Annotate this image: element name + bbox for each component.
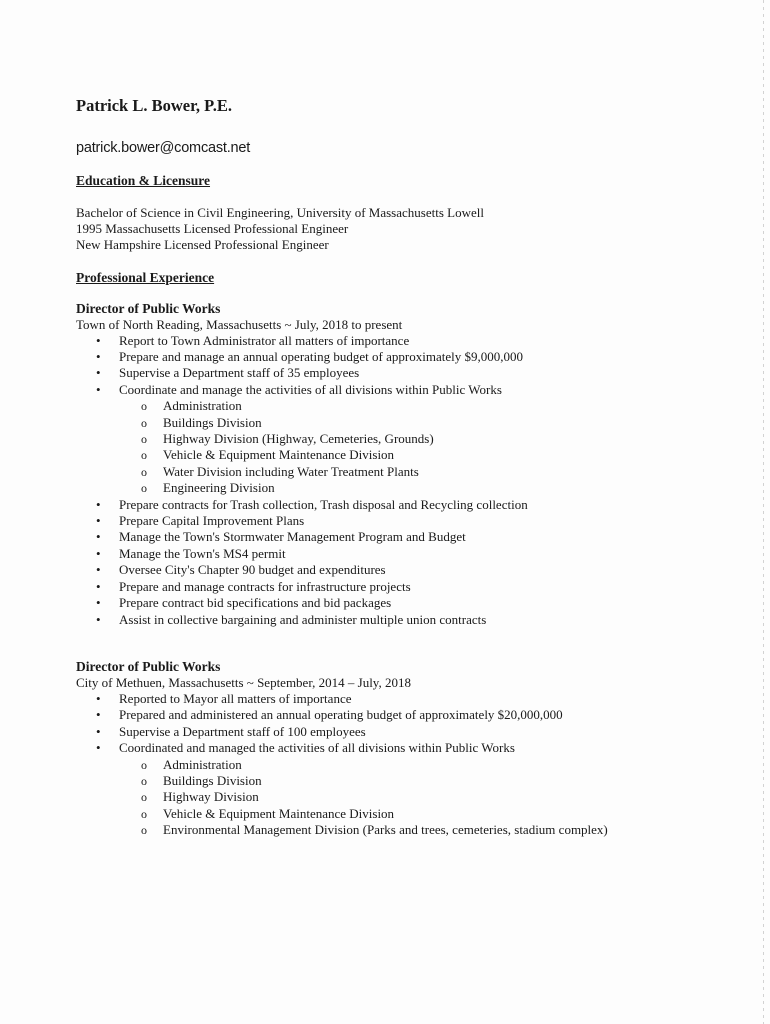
- job-employer: City of Methuen, Massachusetts ~ September, 2014 – July, 2018: [76, 674, 411, 690]
- duty-item: • Reported to Mayor all matters of importance: [76, 691, 736, 707]
- duty-item: • Report to Town Administrator all matters of importance: [76, 333, 736, 349]
- duty-item: • Prepared and administered an annual operating budget of approximately $20,000,000: [76, 707, 736, 723]
- duty-item: • Supervise a Department staff of 35 employees: [76, 365, 736, 381]
- duty-item: • Supervise a Department staff of 100 employees: [76, 724, 736, 740]
- education-list: [76, 205, 736, 254]
- duty-item: • Prepare contract bid specifications and bid packages: [76, 595, 736, 611]
- education-line: Bachelor of Science in Civil Engineering, University of Massachusetts Lowell: [76, 205, 484, 220]
- duty-item: • Manage the Town's MS4 permit: [76, 546, 736, 562]
- division-item: o Vehicle & Equipment Maintenance Division: [76, 806, 736, 822]
- division-item: o Administration: [76, 757, 736, 773]
- duty-item: • Prepare and manage contracts for infrastructure projects: [76, 579, 736, 595]
- division-item: o Highway Division: [76, 789, 736, 805]
- duty-item: • Oversee City's Chapter 90 budget and expenditures: [76, 562, 736, 578]
- division-item: o Administration: [76, 398, 736, 414]
- duty-item: • Manage the Town's Stormwater Management Program and Budget: [76, 529, 736, 545]
- division-item: o Buildings Division: [76, 415, 736, 431]
- experience-heading: Professional Experience: [76, 269, 215, 285]
- duty-item: • Coordinate and manage the activities of all divisions within Public Works: [76, 382, 736, 398]
- job-duties-list: [76, 333, 736, 628]
- division-item: o Highway Division (Highway, Cemeteries, Grounds): [76, 431, 736, 447]
- duty-item: • Prepare contracts for Trash collection, Trash disposal and Recycling collection: [76, 497, 736, 513]
- education-line: 1995 Massachusetts Licensed Professional Engineer: [76, 221, 349, 237]
- resume-content: [76, 96, 736, 839]
- duty-item: • Prepare and manage an annual operating budget of approximately $9,000,000: [76, 349, 736, 365]
- division-item: o Engineering Division: [76, 480, 736, 496]
- division-item: o Water Division including Water Treatment Plants: [76, 464, 736, 480]
- education-line: New Hampshire Licensed Professional Engineer: [76, 237, 329, 253]
- division-item: o Buildings Division: [76, 773, 736, 789]
- division-item: o Environmental Management Division (Parks and trees, cemeteries, stadium complex): [76, 822, 736, 838]
- education-heading: Education & Licensure: [76, 173, 211, 188]
- duty-item: • Assist in collective bargaining and administer multiple union contracts: [76, 612, 736, 628]
- job-title: Director of Public Works: [76, 300, 221, 316]
- scan-edge-artifact: [763, 0, 764, 1024]
- duty-item: • Coordinated and managed the activities of all divisions within Public Works: [76, 740, 736, 756]
- job-duties-list: [76, 691, 736, 839]
- division-item: o Vehicle & Equipment Maintenance Division: [76, 447, 736, 463]
- candidate-email: patrick.bower@comcast.net: [76, 140, 251, 156]
- job-title: Director of Public Works: [76, 658, 221, 674]
- job-employer: Town of North Reading, Massachusetts ~ July, 2018 to present: [76, 316, 403, 332]
- candidate-name: Patrick L. Bower, P.E.: [76, 96, 232, 115]
- duty-item: • Prepare Capital Improvement Plans: [76, 513, 736, 529]
